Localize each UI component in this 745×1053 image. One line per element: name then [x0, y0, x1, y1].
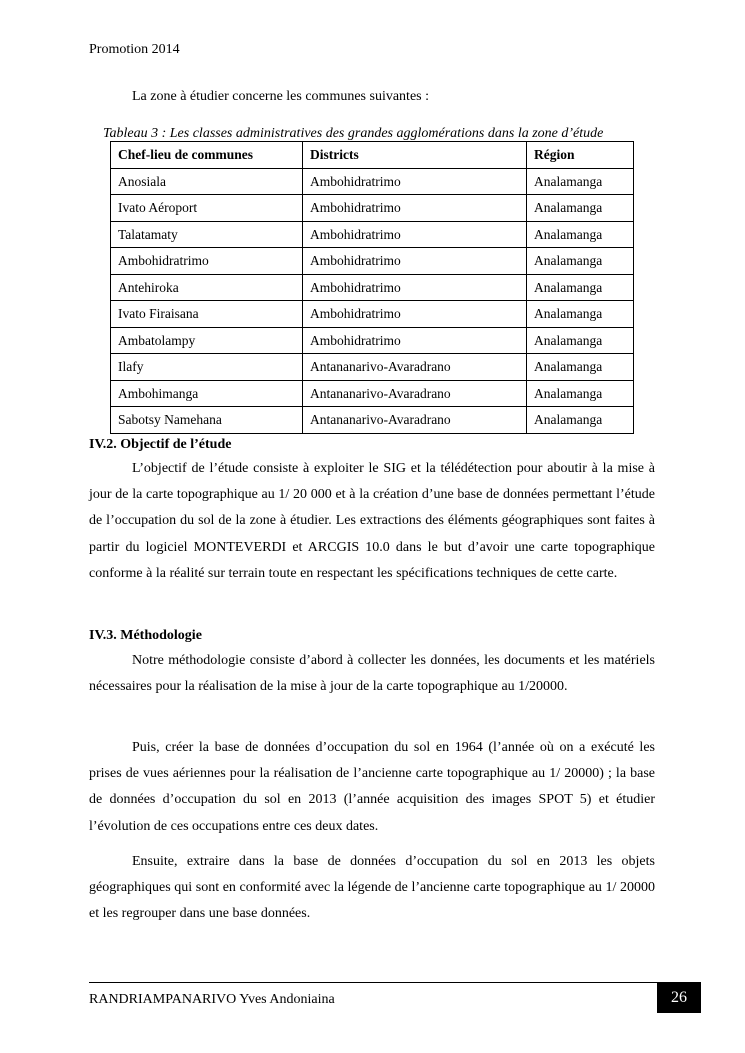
table-row	[111, 274, 634, 301]
cell-chef-lieu: Talatamaty	[111, 221, 303, 248]
cell-district: Ambohidratrimo	[303, 248, 527, 275]
footer-divider	[89, 982, 657, 983]
paragraph-methodologie-2: Puis, créer la base de données d’occupation du sol en 1964 (l’année où on a exécuté les prises de vues aériennes pour la réalisation de l’ancienne carte topographique au 1/ 20000) ; la base de données d’occupation du sol en 2013 (l’année acquisition des images SPOT 5) et étudier l’évolution de ces occupations entre ces deux dates.	[89, 740, 655, 834]
cell-region: Analamanga	[527, 327, 634, 354]
cell-region: Analamanga	[527, 168, 634, 195]
cell-district: Ambohidratrimo	[303, 168, 527, 195]
cell-region: Analamanga	[527, 380, 634, 407]
paragraph-objectif: L’objectif de l’étude consiste à exploiter le SIG et la télédétection pour aboutir à la mise à jour de la carte topographique au 1/ 20 000 et à la création d’une base de données permettant l’étude de l’occupation du sol de la zone à étudier. Les extractions des éléments géographiques sont faites à partir du logiciel MONTEVERDI et ARCGIS 10.0 dans le but d’avoir une carte topographique conforme à la réalité sur terrain toute en respectant les spécifications techniques de cette carte.	[89, 461, 655, 581]
header-districts: Districts	[303, 142, 527, 169]
cell-region: Analamanga	[527, 274, 634, 301]
cell-region: Analamanga	[527, 407, 634, 434]
header-region: Région	[527, 142, 634, 169]
table-row	[111, 168, 634, 195]
cell-region: Analamanga	[527, 195, 634, 222]
section-title-objectif: IV.2. Objectif de l’étude	[89, 437, 232, 452]
communes-table	[110, 141, 634, 434]
cell-district: Ambohidratrimo	[303, 221, 527, 248]
header-promotion: Promotion 2014	[89, 42, 180, 57]
paragraph-methodologie-1: Notre méthodologie consiste d’abord à collecter les données, les documents et les matériels nécessaires pour la réalisation de la mise à jour de la carte topographique au 1/20000.	[89, 653, 655, 695]
cell-chef-lieu: Anosiala	[111, 168, 303, 195]
cell-chef-lieu: Ambatolampy	[111, 327, 303, 354]
cell-chef-lieu: Sabotsy Namehana	[111, 407, 303, 434]
table-caption: Tableau 3 : Les classes administratives des grandes agglomérations dans la zone d’étude	[103, 126, 604, 141]
cell-district: Antananarivo-Avaradrano	[303, 407, 527, 434]
cell-district: Ambohidratrimo	[303, 274, 527, 301]
cell-chef-lieu: Ambohimanga	[111, 380, 303, 407]
cell-district: Ambohidratrimo	[303, 195, 527, 222]
cell-chef-lieu: Ilafy	[111, 354, 303, 381]
table-row	[111, 407, 634, 434]
table-row	[111, 195, 634, 222]
cell-region: Analamanga	[527, 221, 634, 248]
paragraph-methodologie-3: Ensuite, extraire dans la base de données d’occupation du sol en 2013 les objets géographiques qui sont en conformité avec la légende de l’ancienne carte topographique au 1/ 20000 et les regrouper dans une base données.	[89, 854, 655, 922]
cell-district: Ambohidratrimo	[303, 327, 527, 354]
cell-chef-lieu: Antehiroka	[111, 274, 303, 301]
cell-region: Analamanga	[527, 354, 634, 381]
table-row	[111, 248, 634, 275]
cell-region: Analamanga	[527, 248, 634, 275]
footer-author: RANDRIAMPANARIVO Yves Andoniaina	[89, 992, 335, 1007]
table-row	[111, 380, 634, 407]
cell-chef-lieu: Ivato Aéroport	[111, 195, 303, 222]
table-row	[111, 221, 634, 248]
cell-chef-lieu: Ivato Firaisana	[111, 301, 303, 328]
cell-chef-lieu: Ambohidratrimo	[111, 248, 303, 275]
table-row	[111, 354, 634, 381]
page-number: 26	[657, 982, 701, 1013]
cell-district: Ambohidratrimo	[303, 301, 527, 328]
table-header-row	[111, 142, 634, 169]
intro-text: La zone à étudier concerne les communes suivantes :	[132, 89, 429, 104]
table-row	[111, 327, 634, 354]
table-row	[111, 301, 634, 328]
cell-district: Antananarivo-Avaradrano	[303, 354, 527, 381]
header-chef-lieu: Chef-lieu de communes	[111, 142, 303, 169]
cell-region: Analamanga	[527, 301, 634, 328]
section-title-methodologie: IV.3. Méthodologie	[89, 628, 202, 643]
cell-district: Antananarivo-Avaradrano	[303, 380, 527, 407]
